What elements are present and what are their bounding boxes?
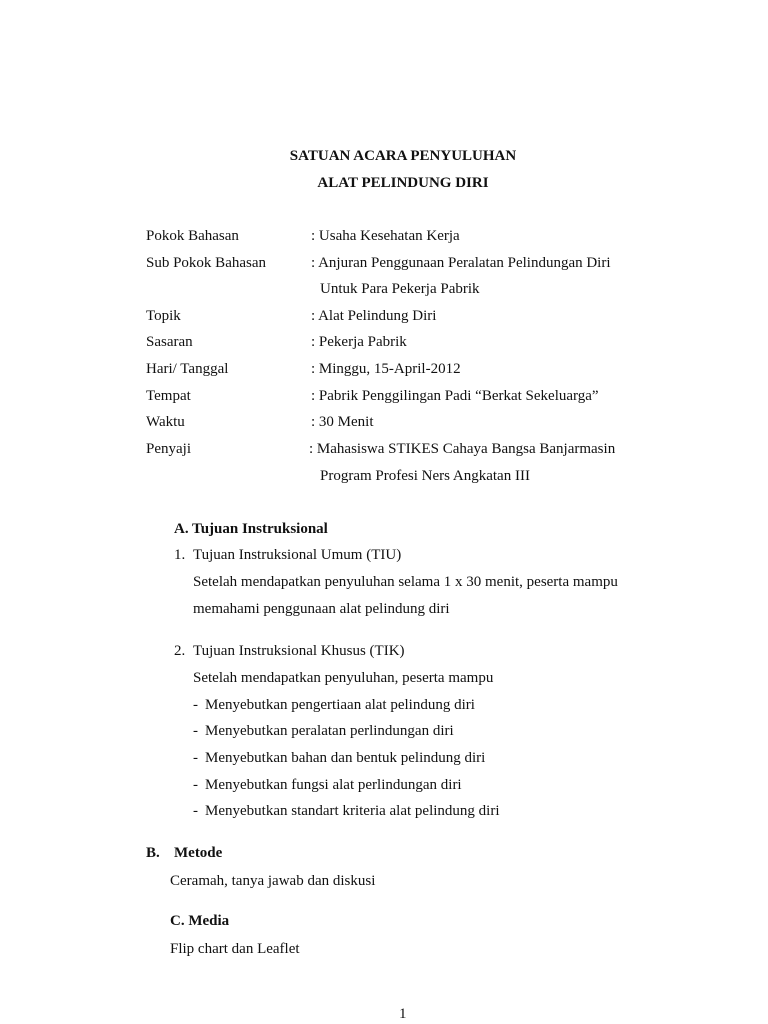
info-label-hari-tanggal: Hari/ Tanggal [146, 361, 229, 377]
section-c-heading: C. Media [170, 913, 230, 929]
list-item-dash: - [193, 697, 198, 713]
info-value-waktu: : 30 Menit [311, 414, 374, 430]
document-title: SATUAN ACARA PENYULUHAN [289, 148, 517, 164]
section-a-heading: A. Tujuan Instruksional [174, 521, 328, 537]
info-value-sub-pokok-bahasan-cont: Untuk Para Pekerja Pabrik [320, 281, 480, 297]
tiu-title: Tujuan Instruksional Umum (TIU) [193, 547, 402, 563]
tiu-text-line1: Setelah mendapatkan penyuluhan selama 1 x 30 menit, peserta mampu [193, 574, 618, 590]
list-item: Menyebutkan bahan dan bentuk pelindung diri [205, 750, 486, 766]
info-label-topik: Topik [146, 308, 181, 324]
list-item-dash: - [193, 777, 198, 793]
list-item-dash: - [193, 750, 198, 766]
info-label-tempat: Tempat [146, 388, 191, 404]
list-item-dash: - [193, 803, 198, 819]
info-label-penyaji: Penyaji [146, 441, 191, 457]
tik-intro: Setelah mendapatkan penyuluhan, peserta mampu [193, 670, 494, 686]
tik-title: Tujuan Instruksional Khusus (TIK) [193, 643, 405, 659]
info-value-penyaji-cont: Program Profesi Ners Angkatan III [320, 468, 530, 484]
section-b-heading: Metode [174, 845, 223, 861]
page-number: 1 [399, 1006, 407, 1022]
info-value-hari-tanggal: : Minggu, 15-April-2012 [311, 361, 461, 377]
info-value-sub-pokok-bahasan: : Anjuran Penggunaan Peralatan Pelindungan Diri [311, 255, 611, 271]
info-label-sasaran: Sasaran [146, 334, 193, 350]
section-c-text: Flip chart dan Leaflet [170, 941, 300, 957]
info-label-sub-pokok-bahasan: Sub Pokok Bahasan [146, 255, 266, 271]
list-item-dash: - [193, 723, 198, 739]
info-label-waktu: Waktu [146, 414, 185, 430]
section-b-text: Ceramah, tanya jawab dan diskusi [170, 873, 376, 889]
info-value-sasaran: : Pekerja Pabrik [311, 334, 407, 350]
tiu-number: 1. [174, 547, 186, 563]
info-value-pokok-bahasan: : Usaha Kesehatan Kerja [311, 228, 460, 244]
list-item: Menyebutkan pengertiaan alat pelindung diri [205, 697, 475, 713]
list-item: Menyebutkan peralatan perlindungan diri [205, 723, 454, 739]
tik-number: 2. [174, 643, 186, 659]
info-value-tempat: : Pabrik Penggilingan Padi “Berkat Sekeluarga” [311, 388, 599, 404]
list-item: Menyebutkan standart kriteria alat pelindung diri [205, 803, 500, 819]
document-subtitle: ALAT PELINDUNG DIRI [317, 175, 489, 191]
section-b-letter: B. [146, 845, 160, 861]
list-item: Menyebutkan fungsi alat perlindungan diri [205, 777, 462, 793]
tiu-text-line2: memahami penggunaan alat pelindung diri [193, 601, 450, 617]
info-label-pokok-bahasan: Pokok Bahasan [146, 228, 239, 244]
info-value-topik: : Alat Pelindung Diri [311, 308, 437, 324]
info-value-penyaji: : Mahasiswa STIKES Cahaya Bangsa Banjarmasin [309, 441, 616, 457]
